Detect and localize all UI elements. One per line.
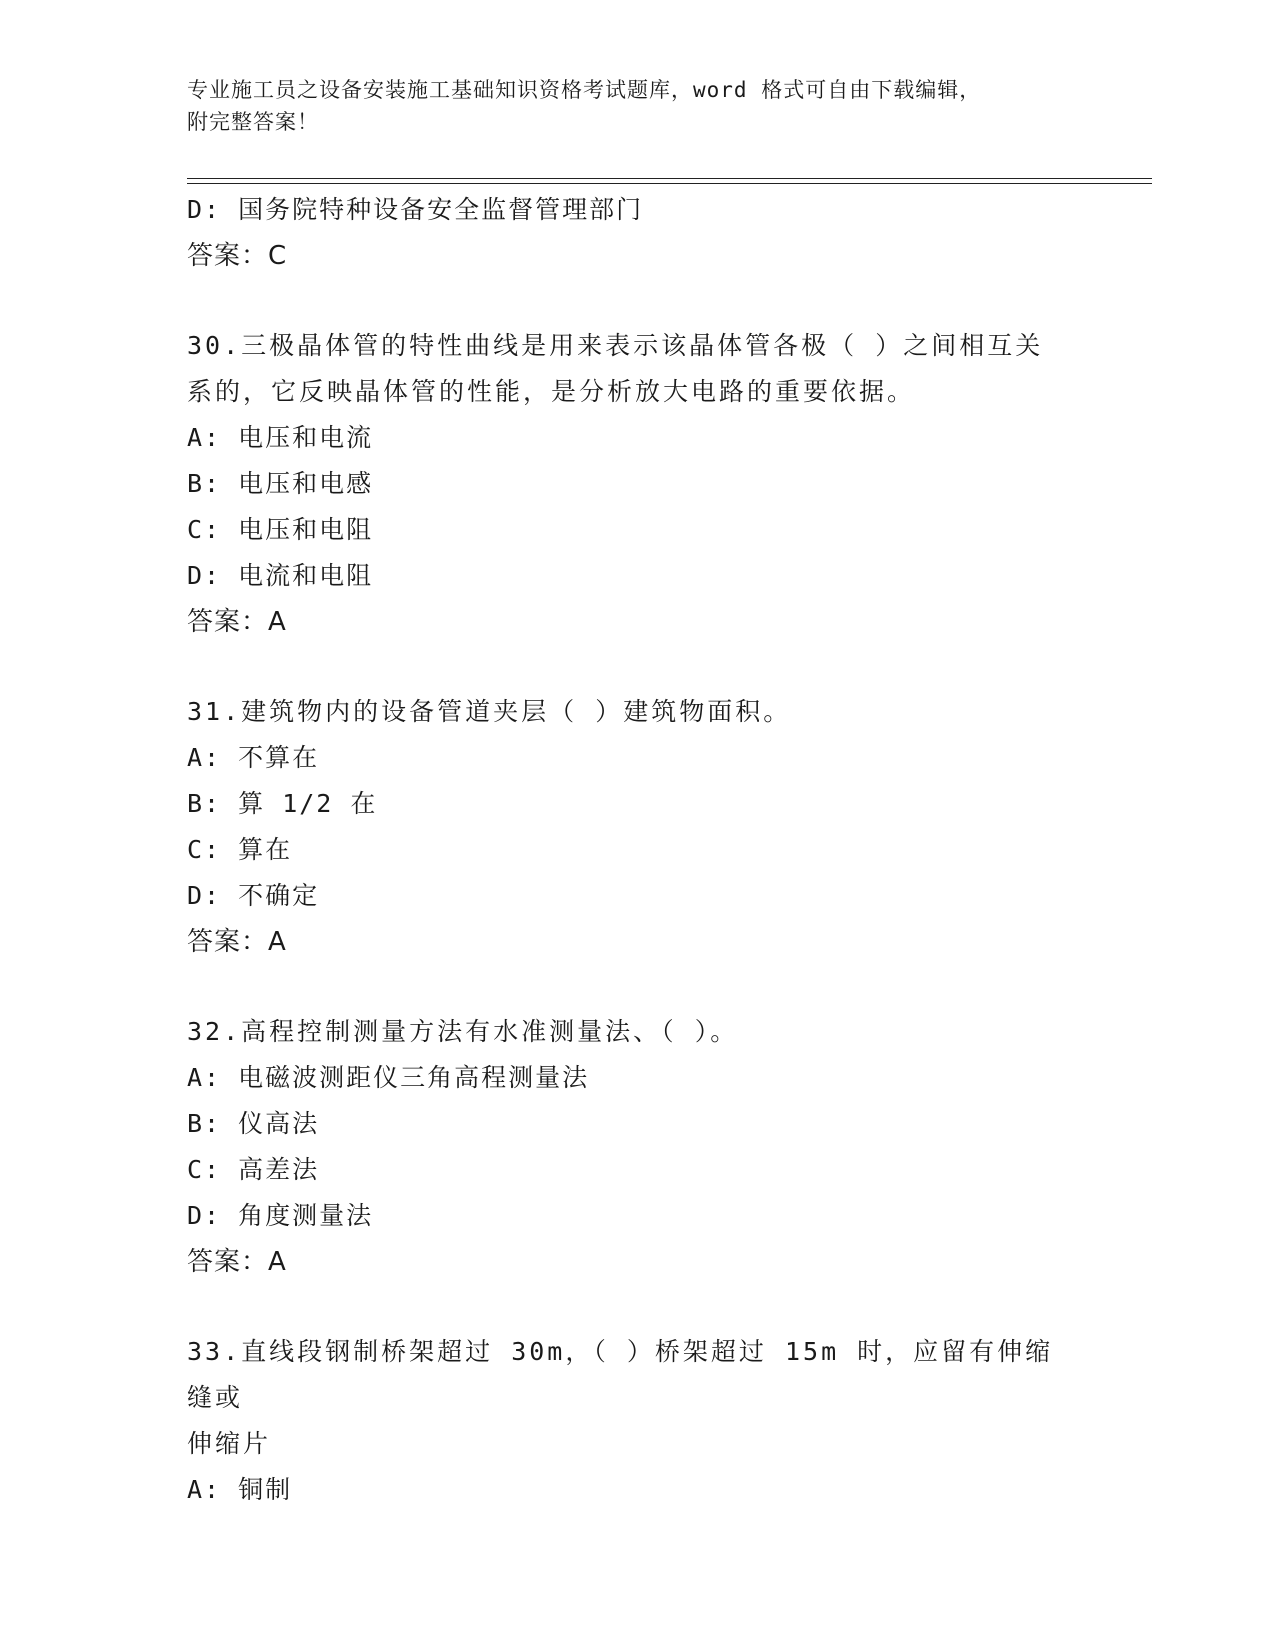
header-divider-top <box>187 178 1152 179</box>
option-d: D: 电流和电阻 <box>187 561 374 590</box>
question-30 <box>187 323 1087 645</box>
question-text: 32.高程控制测量方法有水准测量法、（ ）。 <box>187 1017 739 1046</box>
header-line-1: 专业施工员之设备安装施工基础知识资格考试题库，word 格式可自由下载编辑， <box>187 78 982 102</box>
option-c: C: 高差法 <box>187 1155 320 1184</box>
option-c: C: 算在 <box>187 835 293 864</box>
option-a: A: 电压和电流 <box>187 423 374 452</box>
answer-line: 答案：A <box>187 1247 287 1277</box>
option-a: A: 铜制 <box>187 1475 293 1504</box>
answer-line: 答案：C <box>187 241 288 271</box>
option-d: D: 不确定 <box>187 881 320 910</box>
previous-question-tail <box>187 187 1087 279</box>
question-text: 30.三极晶体管的特性曲线是用来表示该晶体管各极（ ）之间相互关 <box>187 331 1044 360</box>
question-text-continued: 系的，它反映晶体管的性能，是分析放大电路的重要依据。 <box>187 377 916 406</box>
option-d: D: 国务院特种设备安全监督管理部门 <box>187 195 644 224</box>
question-33 <box>187 1329 1087 1513</box>
option-b: B: 算 1/2 在 <box>187 789 378 818</box>
question-text: 33.直线段钢制桥架超过 30m，（ ）桥架超过 15m 时，应留有伸缩缝或 <box>187 1337 1054 1412</box>
option-a: A: 电磁波测距仪三角高程测量法 <box>187 1063 590 1092</box>
option-b: B: 电压和电感 <box>187 469 374 498</box>
option-d: D: 角度测量法 <box>187 1201 374 1230</box>
option-a: A: 不算在 <box>187 743 320 772</box>
option-c: C: 电压和电阻 <box>187 515 374 544</box>
question-text-continued: 伸缩片 <box>187 1429 272 1458</box>
document-header <box>187 74 1087 138</box>
header-divider-bottom <box>187 183 1152 184</box>
option-b: B: 仪高法 <box>187 1109 320 1138</box>
question-32 <box>187 1009 1087 1285</box>
header-line-2: 附完整答案！ <box>187 110 319 134</box>
document-body <box>187 187 1087 1513</box>
question-31 <box>187 689 1087 965</box>
answer-line: 答案：A <box>187 607 287 637</box>
question-text: 31.建筑物内的设备管道夹层（ ）建筑物面积。 <box>187 697 792 726</box>
answer-line: 答案：A <box>187 927 287 957</box>
